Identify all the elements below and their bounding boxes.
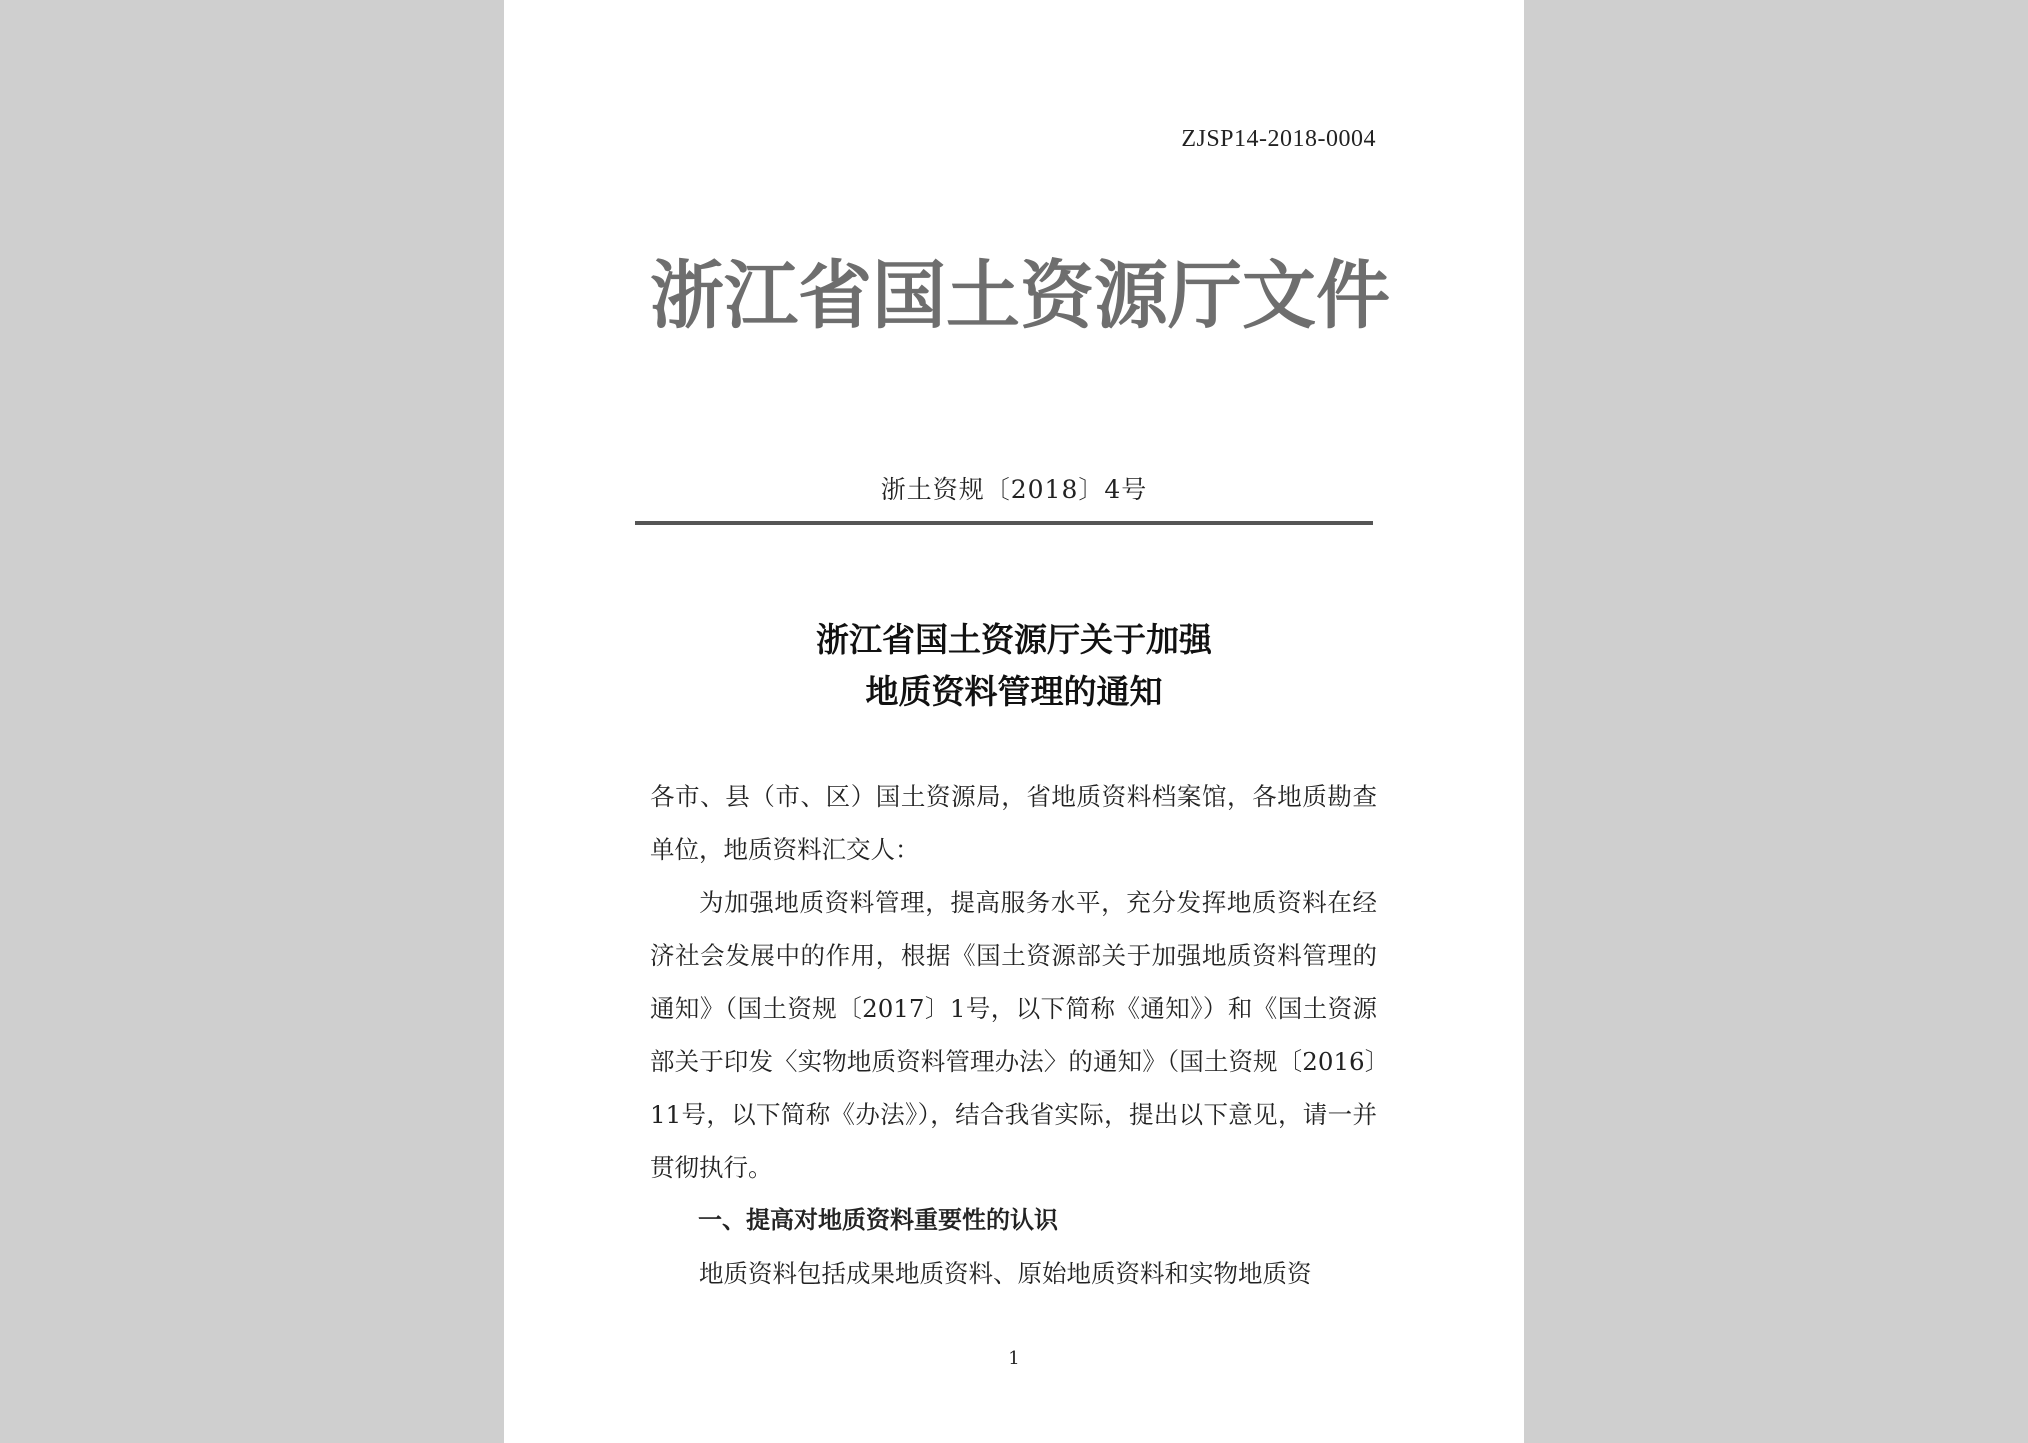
document-number: 浙土资规〔2018〕4号 (880, 475, 1148, 504)
body-paragraph-2: 地质资料包括成果地质资料、原始地质资料和实物地质资 (699, 1259, 1312, 1288)
document-page (504, 0, 1524, 1443)
section-heading-1: 一、提高对地质资料重要性的认识 (698, 1206, 1058, 1234)
title-line-1: 浙江省国土资源厅关于加强 (816, 620, 1212, 659)
body-paragraph-1: 为加强地质资料管理，提高服务水平，充分发挥地质资料在经济社会发展中的作用，根据《国土资源部关于加强地质资料管理的通知》（国土资规〔2017〕1号，以下简称《通知》）和《国土资源部关于印发〈实物地质资料管理办法〉的通知》（国土资规〔2016〕11号，以下简称《办法》），结合我省实际，提出以下意见，请一并贯彻执行。 (650, 888, 1377, 1182)
addressee-paragraph: 各市、县（市、区）国土资源局，省地质资料档案馆，各地质勘查单位，地质资料汇交人： (650, 782, 1377, 864)
document-body (650, 770, 1377, 1300)
document-title (504, 614, 1524, 718)
issuer-header: 浙江省国土资源厅文件 (650, 253, 1390, 339)
document-code: ZJSP14-2018-0004 (1181, 126, 1376, 152)
title-line-2: 地质资料管理的通知 (865, 672, 1163, 711)
header-divider (635, 521, 1373, 525)
page-number: 1 (1008, 1348, 1020, 1369)
